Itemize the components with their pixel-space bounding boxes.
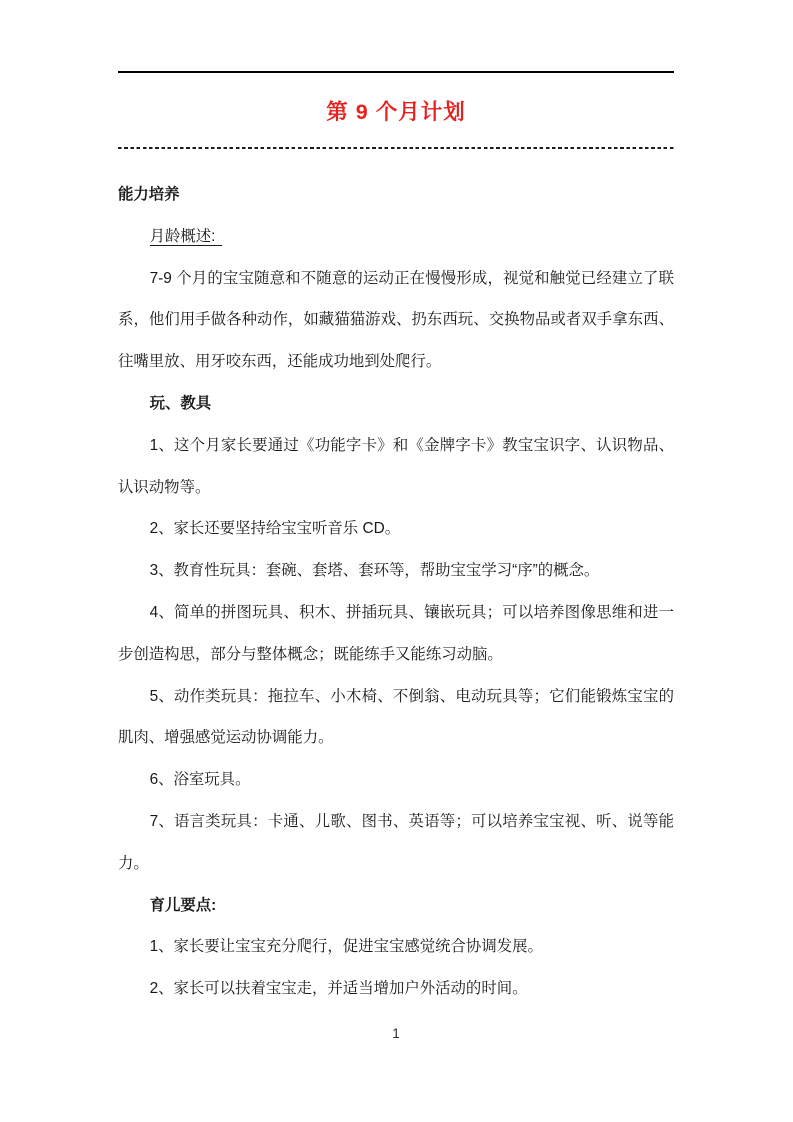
header-rule (118, 71, 674, 73)
dashed-divider (118, 147, 674, 149)
list-item: 5、动作类玩具：拖拉车、小木椅、不倒翁、电动玩具等；它们能锻炼宝宝的肌肉、增强感觉运动协调能力。 (118, 687, 674, 747)
section-heading-ability: 能力培养 (118, 186, 180, 203)
list-item: 6、浴室玩具。 (149, 771, 251, 789)
list-item: 1、这个月家长要通过《功能字卡》和《金牌字卡》教宝宝识字、认识物品、认识动物等。 (118, 436, 674, 496)
list-item: 2、家长还要坚持给宝宝听音乐 CD。 (149, 520, 401, 538)
section-heading-toys: 玩、教具 (149, 394, 212, 412)
page-number: 1 (392, 1026, 400, 1041)
section-heading-parenting: 育儿要点: (149, 896, 217, 914)
document-title: 第 9 个月计划 (326, 100, 466, 124)
list-item: 4、简单的拼图玩具、积木、拼插玩具、镶嵌玩具；可以培养图像思维和进一步创造构思，部分与整体概念；既能练手又能练习动脑。 (118, 603, 674, 663)
list-item: 3、教育性玩具：套碗、套塔、套环等，帮助宝宝学习“序”的概念。 (149, 562, 600, 580)
document-content (118, 0, 674, 1041)
sub-heading-overview (118, 216, 674, 258)
list-item: 2、家长可以扶着宝宝走，并适当增加户外活动的时间。 (149, 980, 528, 998)
document-body (118, 174, 674, 1010)
underlined-text: 月龄概述: (150, 228, 223, 246)
paragraph: 7-9 个月的宝宝随意和不随意的运动正在慢慢形成，视觉和触觉已经建立了联系，他们用手做各种动作，如藏猫猫游戏、扔东西玩、交换物品或者双手拿东西、往嘴里放、用牙咬东西，还能成功地到处爬行。 (118, 269, 674, 371)
list-item: 1、家长要让宝宝充分爬行，促进宝宝感觉统合协调发展。 (149, 938, 543, 956)
list-item: 7、语言类玩具：卡通、儿歌、图书、英语等；可以培养宝宝视、听、说等能力。 (118, 812, 674, 872)
